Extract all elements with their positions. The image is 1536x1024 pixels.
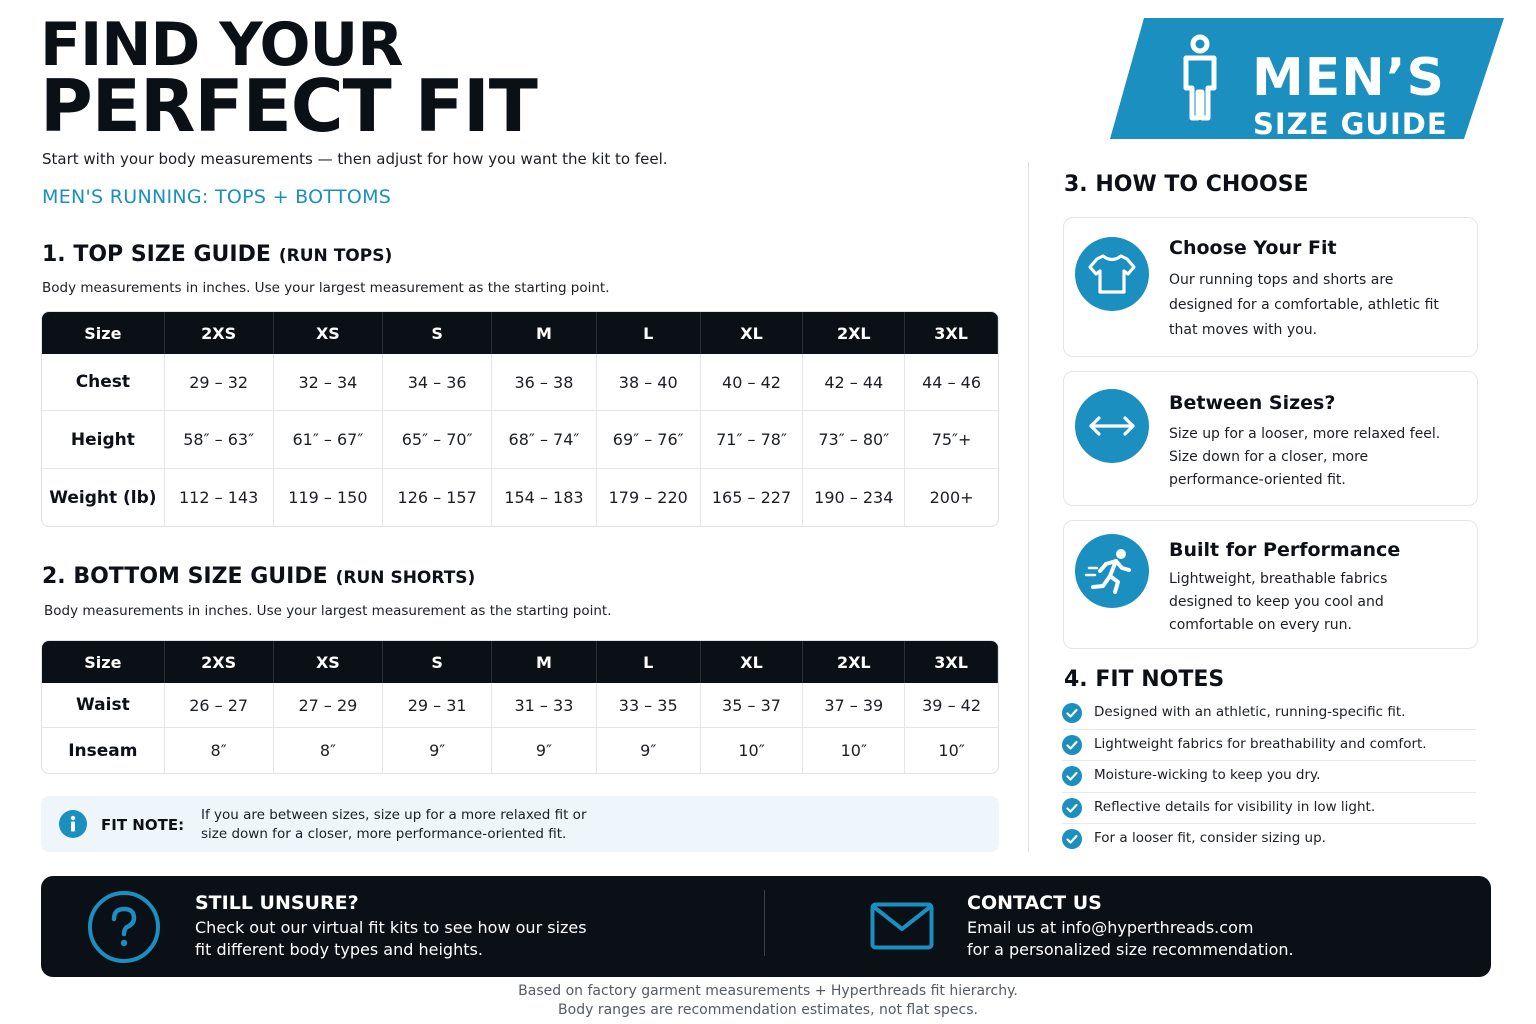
fit-note-box <box>41 796 999 852</box>
card-between-sizes <box>1063 371 1478 506</box>
list-item-text: Designed with an athletic, running-specific fit. <box>1094 704 1406 720</box>
table-row <box>42 469 998 526</box>
top-guide-title <box>42 242 392 267</box>
bottom-guide-subheading: (RUN SHORTS) <box>335 568 476 588</box>
card-text <box>1169 268 1459 343</box>
table-cell: 68″ – 74″ <box>492 411 597 468</box>
card-icon-circle <box>1075 534 1149 608</box>
row-label: Weight (lb) <box>42 469 165 526</box>
card-text-line: that moves with you. <box>1169 322 1318 338</box>
row-label: Chest <box>42 354 165 410</box>
table-cell: 154 – 183 <box>492 469 597 526</box>
header-cell: 3XL <box>905 641 998 683</box>
header-cell: Size <box>42 312 165 354</box>
page-title <box>40 10 537 149</box>
bottom-size-table <box>41 640 999 774</box>
badge-line-2: SIZE GUIDE <box>1253 107 1448 141</box>
table-cell: 33 – 35 <box>597 683 701 727</box>
top-guide-heading: 1. TOP SIZE GUIDE <box>42 242 271 267</box>
table-cell: 32 – 34 <box>274 354 384 410</box>
card-icon-circle <box>1075 237 1149 311</box>
header-cell: XS <box>274 641 384 683</box>
table-cell: 8″ <box>165 728 274 773</box>
fit-note-text <box>201 806 621 844</box>
fit-notes-list <box>1062 698 1476 856</box>
card-choose-your-fit <box>1063 217 1478 357</box>
table-cell: 8″ <box>274 728 384 773</box>
footer-line-1: Based on factory garment measurements + Hyperthreads fit hierarchy. <box>518 983 1018 999</box>
table-cell: 9″ <box>492 728 597 773</box>
still-unsure-text <box>195 917 587 961</box>
runner-icon <box>1075 534 1149 608</box>
table-cell: 39 – 42 <box>922 695 982 715</box>
header-cell: 2XL <box>803 312 905 354</box>
table-cell: 200+ <box>929 488 974 507</box>
fit-notes-title: 4. FIT NOTES <box>1064 667 1225 692</box>
header-cell: XL <box>701 312 804 354</box>
person-icon <box>1178 34 1222 124</box>
page-subtitle: Start with your body measurements — then adjust for how you want the kit to feel. <box>42 150 668 168</box>
how-to-choose-title: 3. HOW TO CHOOSE <box>1064 172 1309 197</box>
footer-note <box>0 982 1536 1020</box>
table-cell: 9″ <box>383 728 492 773</box>
header-cell: M <box>492 312 597 354</box>
table-cell: 44 – 46 <box>922 372 982 392</box>
tshirt-icon <box>1075 237 1149 311</box>
card-text <box>1169 568 1459 637</box>
card-text-line: Size up for a looser, more relaxed feel. <box>1169 426 1441 442</box>
table-cell: 27 – 29 <box>274 683 384 727</box>
list-item-text: Moisture-wicking to keep you dry. <box>1094 767 1321 783</box>
table-cell: 29 – 32 <box>165 354 274 410</box>
row-label: Inseam <box>42 728 165 773</box>
header-cell: S <box>383 312 492 354</box>
contact-line-2: for a personalized size recommendation. <box>967 940 1294 959</box>
card-text-line: Our running tops and shorts are <box>1169 272 1394 288</box>
table-cell: 36 – 38 <box>492 354 597 410</box>
table-cell: 65″ – 70″ <box>383 411 492 468</box>
table-cell: 42 – 44 <box>803 354 905 410</box>
table-cell: 37 – 39 <box>803 683 905 727</box>
top-guide-description: Body measurements in inches. Use your largest measurement as the starting point. <box>42 280 610 296</box>
top-guide-subheading: (RUN TOPS) <box>278 246 393 266</box>
header-cell: Size <box>42 641 165 683</box>
card-title: Choose Your Fit <box>1169 237 1337 259</box>
header-cell: 3XL <box>905 312 998 354</box>
fit-note-line-2: size down for a closer, more performance-oriented fit. <box>201 826 567 842</box>
header-cell: XL <box>701 641 804 683</box>
table-header-row <box>42 641 998 683</box>
table-cell: 34 – 36 <box>383 354 492 410</box>
header-cell: S <box>383 641 492 683</box>
check-icon <box>1062 829 1082 849</box>
list-item-text: Reflective details for visibility in low light. <box>1094 798 1376 815</box>
bottom-guide-heading: 2. BOTTOM SIZE GUIDE <box>42 564 328 589</box>
card-icon-circle <box>1075 389 1149 463</box>
list-item <box>1062 698 1476 730</box>
table-cell: 165 – 227 <box>701 469 804 526</box>
header-cell: M <box>492 641 597 683</box>
header-cell: XS <box>274 312 384 354</box>
table-cell: 61″ – 67″ <box>274 411 384 468</box>
table-cell: 58″ – 63″ <box>165 411 274 468</box>
table-row <box>42 354 998 411</box>
table-cell: 112 – 143 <box>165 469 274 526</box>
header-cell: 2XL <box>803 641 905 683</box>
help-banner <box>41 876 1491 977</box>
list-item <box>1062 824 1476 856</box>
column-divider <box>1028 162 1029 852</box>
table-row <box>42 683 998 728</box>
category-label: MEN'S RUNNING: TOPS + BOTTOMS <box>42 186 392 208</box>
check-icon <box>1062 766 1082 786</box>
table-cell: 69″ – 76″ <box>597 411 701 468</box>
header-cell: 2XS <box>165 312 274 354</box>
fit-note-label: FIT NOTE: <box>101 816 185 834</box>
card-text-line: designed to keep you cool and <box>1169 594 1384 610</box>
table-cell: 10″ <box>803 728 905 773</box>
header-cell: L <box>597 312 701 354</box>
table-cell: 190 – 234 <box>803 469 905 526</box>
card-text-line: performance-oriented fit. <box>1169 472 1346 488</box>
bottom-guide-title <box>42 564 475 589</box>
badge-line-1: MEN’S <box>1252 48 1445 108</box>
list-item-text: Lightweight fabrics for breathability and comfort. <box>1094 735 1427 752</box>
card-title: Built for Performance <box>1169 539 1401 561</box>
info-icon <box>59 810 87 838</box>
row-label: Waist <box>42 683 165 727</box>
mail-icon[interactable] <box>870 902 934 950</box>
double-arrow-icon <box>1075 389 1149 463</box>
title-line-2: PERFECT FIT <box>40 64 537 149</box>
still-unsure-line-2: fit different body types and heights. <box>195 940 483 959</box>
list-item <box>1062 793 1476 825</box>
size-guide-badge <box>1110 18 1504 139</box>
still-unsure-line-1: Check out our virtual fit kits to see how our sizes <box>195 918 587 937</box>
table-row <box>42 728 998 773</box>
card-text-line: comfortable on every run. <box>1169 617 1352 633</box>
list-item-text: For a looser fit, consider sizing up. <box>1094 830 1326 846</box>
table-cell: 9″ <box>597 728 701 773</box>
still-unsure-title: STILL UNSURE? <box>195 892 359 914</box>
card-title: Between Sizes? <box>1169 392 1336 414</box>
header-cell: L <box>597 641 701 683</box>
question-icon[interactable] <box>87 890 161 964</box>
contact-title: CONTACT US <box>967 892 1102 914</box>
footer-line-2: Body ranges are recommendation estimates, not flat specs. <box>558 1002 978 1018</box>
table-cell: 73″ – 80″ <box>803 411 905 468</box>
check-icon <box>1062 735 1082 755</box>
table-cell: 40 – 42 <box>701 354 804 410</box>
table-cell: 179 – 220 <box>597 469 701 526</box>
table-cell: 10″ <box>701 728 804 773</box>
table-cell: 31 – 33 <box>492 683 597 727</box>
table-cell: 35 – 37 <box>701 683 804 727</box>
table-header-row <box>42 312 998 354</box>
table-cell: 71″ – 78″ <box>701 411 804 468</box>
check-icon <box>1062 798 1082 818</box>
card-text-line: Size down for a closer, more <box>1169 449 1369 465</box>
card-built-for-performance <box>1063 520 1478 649</box>
title-line-1: FIND YOUR <box>40 10 403 80</box>
card-text-line: Lightweight, breathable fabrics <box>1169 571 1388 587</box>
bottom-guide-description: Body measurements in inches. Use your largest measurement as the starting point. <box>44 603 612 619</box>
list-item <box>1062 730 1476 762</box>
table-cell: 119 – 150 <box>274 469 384 526</box>
check-icon <box>1062 703 1082 723</box>
fit-note-line-1: If you are between sizes, size up for a more relaxed fit or <box>201 807 587 823</box>
card-text <box>1169 423 1459 492</box>
table-cell: 26 – 27 <box>165 683 274 727</box>
table-row <box>42 411 998 469</box>
list-item <box>1062 761 1476 793</box>
header-cell: 2XS <box>165 641 274 683</box>
table-cell: 75″+ <box>931 430 972 449</box>
table-cell: 29 – 31 <box>383 683 492 727</box>
table-cell: 38 – 40 <box>597 354 701 410</box>
table-cell: 10″ <box>938 741 965 760</box>
row-label: Height <box>42 411 165 468</box>
contact-text <box>967 917 1294 961</box>
top-size-table <box>41 311 999 527</box>
contact-email-line[interactable]: Email us at info@hyperthreads.com <box>967 918 1254 937</box>
banner-divider <box>764 890 765 956</box>
card-text-line: designed for a comfortable, athletic fit <box>1169 297 1439 313</box>
table-cell: 126 – 157 <box>383 469 492 526</box>
